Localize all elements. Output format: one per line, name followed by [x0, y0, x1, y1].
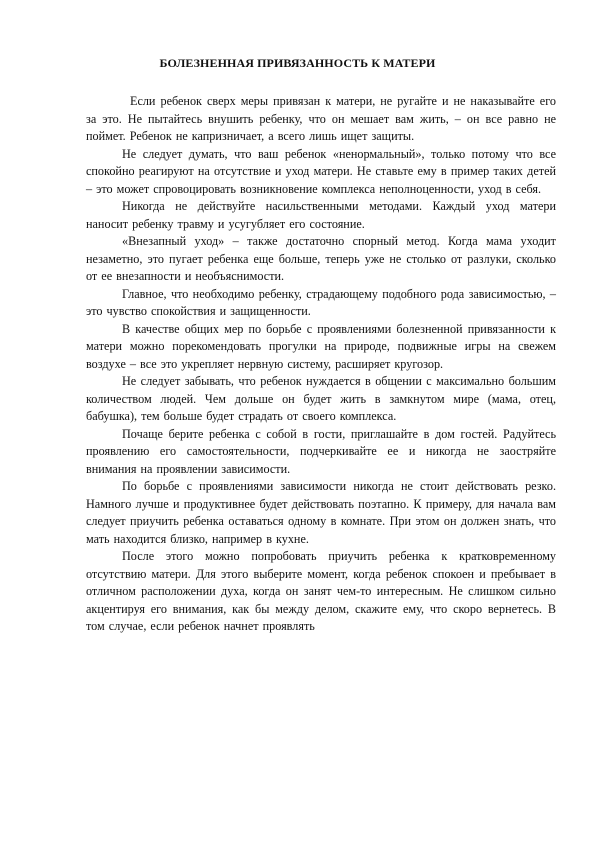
paragraph-1: Если ребенок сверх меры привязан к матери, не ругайте и не наказывайте его за это. Не пытайтесь внушить ребенку, что он мешает вам жить, – он все равно не поймет. Ребенок не капризничает, а всего лишь ищет защиты. — [86, 94, 556, 143]
paragraph-10: После этого можно попробовать приучить ребенка к кратковременному отсутствию матери. Для этого выберите момент, когда ребенок спокоен и пребывает в отличном расположении духа, когда он занят чем-то интересным. Не слишком сильно акцентируя его внимания, как бы между делом, скажите ему, что скоро вернетесь. В том случае, если ребенок начнет проявлять — [86, 549, 556, 633]
page-title: БОЛЕЗНЕННАЯ ПРИВЯЗАННОСТЬ К МАТЕРИ — [159, 56, 436, 70]
paragraph-2: Не следует думать, что ваш ребенок «ненормальный», только потому что все спокойно реагируют на отсутствие и уход матери. Не ставьте ему в пример таких детей – это может спровоцировать возникновение комплекса неполноценности, уход в себя. — [86, 146, 556, 196]
paragraph-4: «Внезапный уход» – также достаточно спорный метод. Когда мама уходит незаметно, это пугает ребенка еще больше, теперь уже не столько от разлуки, сколько от ее внезапности и необъяснимости. — [86, 234, 556, 283]
paragraph-8: Почаще берите ребенка с собой в гости, приглашайте в дом гостей. Радуйтесь проявлению его самостоятельности, подчеркивайте ее и никогда не заостряйте внимания на проявлении зависимости. — [86, 426, 556, 476]
document-body — [86, 93, 556, 636]
paragraph-6: В качестве общих мер по борьбе с проявлениями болезненной привязанности к матери можно порекомендовать прогулки на природе, подвижные игры на свежем воздухе – все это укрепляет нервную систему, расширяет кругозор. — [86, 321, 556, 371]
paragraph-9: По борьбе с проявлениями зависимости никогда не стоит действовать резко. Намного лучше и продуктивнее будет действовать поэтапно. К примеру, для начала вам следует приучить ребенка оставаться одному в комнате. При этом он должен знать, что мать находится близко, например в кухне. — [86, 479, 556, 546]
paragraph-3: Никогда не действуйте насильственными методами. Каждый уход матери наносит ребенку травму и усугубляет его состояние. — [86, 199, 556, 231]
paragraph-5: Главное, что необходимо ребенку, страдающему подобного рода зависимостью, – это чувство спокойствия и защищенности. — [86, 286, 556, 318]
paragraph-7: Не следует забывать, что ребенок нуждается в общении с максимально большим количеством людей. Чем дольше он будет жить в замкнутом мире (мама, отец, бабушка), тем больше будет страдать от своего комплекса. — [86, 374, 556, 423]
